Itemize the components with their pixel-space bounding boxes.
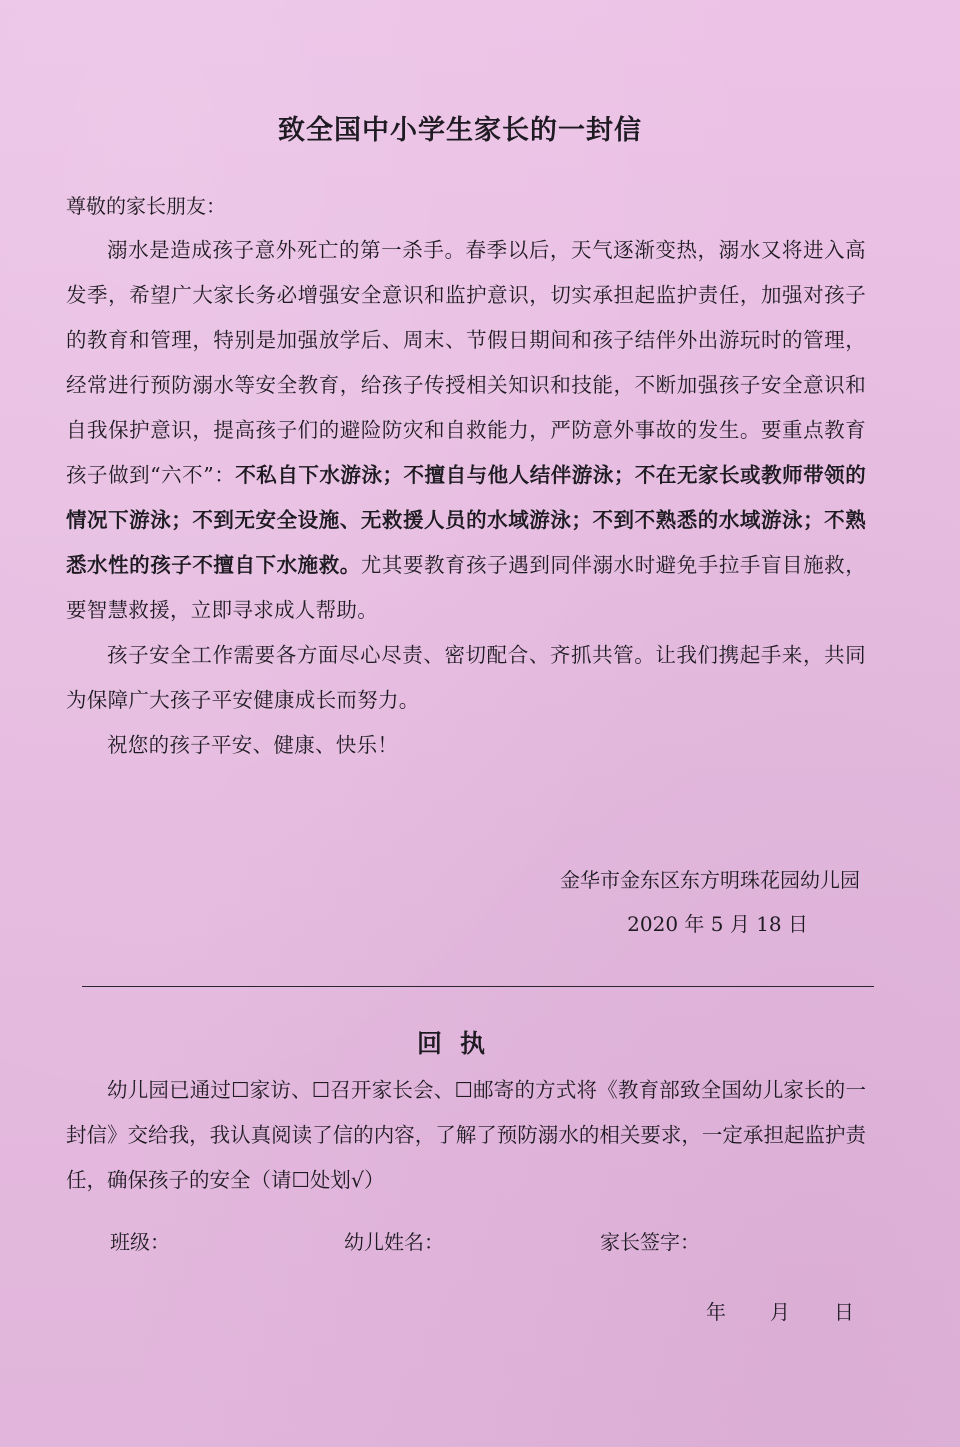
paragraph-2: 孩子安全工作需要各方面尽心尽责、密切配合、齐抓共管。让我们携起手来，共同为保障广大孩子平安健康成长而努力。	[66, 643, 866, 712]
cut-line-divider	[82, 986, 874, 987]
parent-signature-field-label: 家长签字：	[600, 1230, 700, 1254]
signature-block	[560, 858, 860, 946]
child-name-field-label: 幼儿姓名：	[344, 1230, 444, 1254]
receipt-title: 回执	[416, 1029, 503, 1058]
signature-date: 2020 年 5 月 18 日	[627, 912, 808, 936]
letter-title: 致全国中小学生家长的一封信	[278, 115, 642, 146]
signature-organization: 金华市金东区东方明珠花园幼儿园	[560, 868, 860, 892]
paragraph-1-closing: 尤其要教育孩子遇到同伴溺水时避免手拉手盲目施救，要智慧救援，立即寻求成人帮助。	[66, 553, 867, 622]
class-field-label: 班级：	[110, 1230, 170, 1254]
salutation: 尊敬的家长朋友：	[66, 194, 226, 218]
date-month-label: 月	[770, 1300, 790, 1324]
paragraph-1-intro: 溺水是造成孩子意外死亡的第一杀手。春季以后，天气逐渐变热，溺水又将进入高发季，希望广大家长务必增强安全意识和监护意识，切实承担起监护责任，加强对孩子的教育和管理，特别是加强放学后、周末、节假日期间和孩子结伴外出游玩时的管理，经常进行预防溺水等安全教育，给孩子传授相关知识和技能，不断加强孩子安全意识和自我保护意识，提高孩子们的避险防灾和自救能力，严防意外事故的发生。要重点教育孩子做到“六不”：	[66, 238, 866, 487]
paragraph-3: 祝您的孩子平安、健康、快乐！	[107, 733, 399, 757]
receipt-body	[66, 1068, 866, 1203]
date-year-label: 年	[706, 1300, 726, 1324]
receipt-paragraph: 幼儿园已通过☐家访、☐召开家长会、☐邮寄的方式将《教育部致全国幼儿家长的一封信》交给我，我认真阅读了信的内容，了解了预防溺水的相关要求，一定承担起监护责任，确保孩子的安全（请☐处划√）	[66, 1078, 866, 1192]
letter-body	[66, 228, 866, 768]
paragraph-1	[66, 228, 866, 633]
six-rules-text: 不私自下水游泳；不擅自与他人结伴游泳；不在无家长或教师带领的情况下游泳；不到无安全设施、无救援人员的水域游泳；不到不熟悉的水域游泳；不熟悉水性的孩子不擅自下水施救。	[66, 463, 867, 577]
date-day-label: 日	[834, 1300, 854, 1324]
